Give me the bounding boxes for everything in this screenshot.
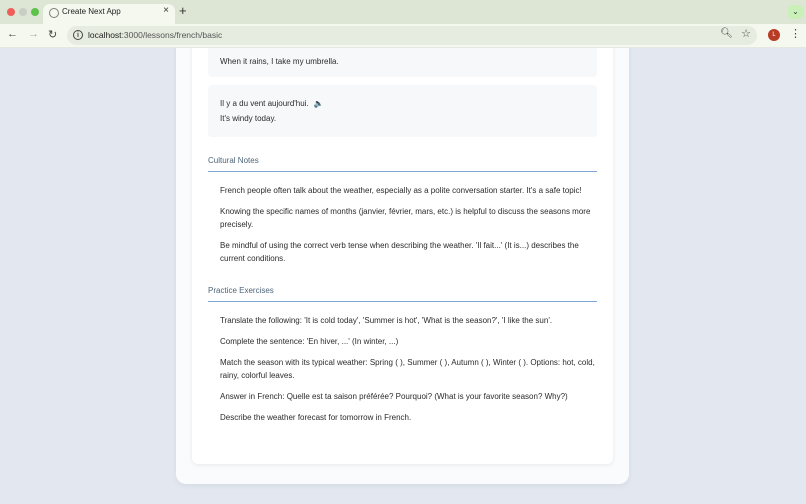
kebab-menu-icon[interactable]: ⋮ xyxy=(790,28,801,40)
example-french-line xyxy=(220,99,324,108)
exercise-item: Match the season with its typical weather: Spring ( ), Summer ( ), Autumn ( ), Winter ( ). Options: hot, cold, rainy, colorful leaves. xyxy=(220,358,595,380)
maximize-window-button[interactable] xyxy=(31,8,39,16)
cultural-note-item: Knowing the specific names of months (janvier, février, mars, etc.) is helpful to discuss the seasons more precisely. xyxy=(220,207,591,229)
reload-icon[interactable]: ↻ xyxy=(48,29,58,41)
example-translation: It's windy today. xyxy=(220,114,277,123)
lesson-card xyxy=(192,48,613,464)
example-translation: When it rains, I take my umbrella. xyxy=(220,57,339,66)
profile-avatar[interactable]: L xyxy=(768,29,780,41)
page-viewport xyxy=(0,48,806,504)
address-bar[interactable] xyxy=(67,26,757,45)
tab-bar xyxy=(0,0,806,24)
cultural-notes-heading: Cultural Notes xyxy=(208,156,597,172)
globe-icon xyxy=(49,8,59,18)
back-arrow-icon[interactable]: ← xyxy=(7,28,18,40)
speaker-icon[interactable]: 🔈 xyxy=(313,99,324,108)
url-path: :3000/lessons/french/basic xyxy=(121,30,223,40)
tab-create-next-app[interactable] xyxy=(43,4,175,24)
tab-title: Create Next App xyxy=(62,7,121,16)
lesson-container xyxy=(176,48,629,484)
minimize-window-button[interactable] xyxy=(19,8,27,16)
practice-exercises-heading: Practice Exercises xyxy=(208,286,597,302)
exercise-item: Translate the following: 'It is cold today', 'Summer is hot', 'What is the season?', 'I like the sun'. xyxy=(220,316,553,325)
cultural-note-item: Be mindful of using the correct verb tense when describing the weather. 'Il fait...' (It is...) describes the current conditions. xyxy=(220,241,579,263)
example-french: Il y a du vent aujourd'hui. xyxy=(220,99,309,108)
close-tab-icon[interactable]: × xyxy=(163,5,169,16)
tab-search-chevron-icon[interactable]: ⌄ xyxy=(788,5,803,19)
example-card xyxy=(208,48,597,77)
cultural-note-item: French people often talk about the weather, especially as a polite conversation starter. It's a safe topic! xyxy=(220,186,582,195)
bookmark-star-icon[interactable]: ☆ xyxy=(741,28,751,40)
forward-arrow-icon[interactable]: → xyxy=(28,28,39,40)
zoom-icon[interactable]: 🔍︎ xyxy=(720,28,733,39)
example-card xyxy=(208,85,597,137)
new-tab-button[interactable]: + xyxy=(179,3,187,18)
browser-toolbar xyxy=(0,24,806,48)
close-window-button[interactable] xyxy=(7,8,15,16)
site-info-icon[interactable]: i xyxy=(73,30,83,40)
url-host: localhost xyxy=(88,30,122,40)
url-text[interactable] xyxy=(88,30,222,40)
exercise-item: Complete the sentence: 'En hiver, ...' (In winter, ...) xyxy=(220,337,399,346)
exercise-item: Answer in French: Quelle est ta saison préférée? Pourquoi? (What is your favorite season? Why?) xyxy=(220,392,568,401)
exercise-item: Describe the weather forecast for tomorrow in French. xyxy=(220,413,412,422)
